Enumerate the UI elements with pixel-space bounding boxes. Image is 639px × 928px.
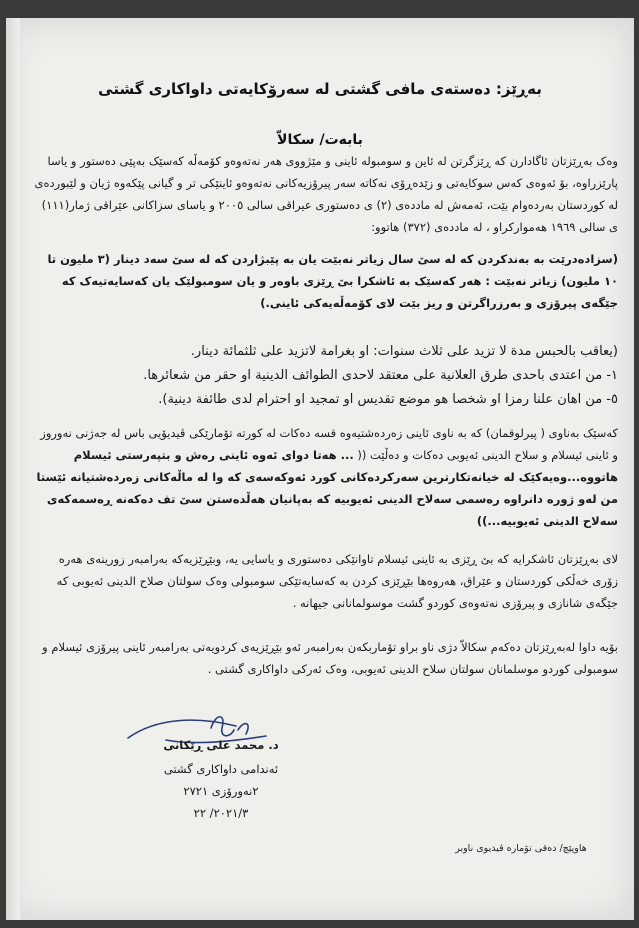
quote-arabic-line-2: ١- من اعتدى باحدى طرق العلانية على معتقد لاحدى الطوائف الدينية او حقر من شعائرها. bbox=[143, 368, 618, 383]
paragraph-intro bbox=[32, 150, 618, 238]
paragraph-2-quote: ... هەتا دوای ئەوە ئاینی رەش و بتپەرستی ئیسلام هاتووە...وەیەکێک لە خیانەتکارترین سەرکردەکانی کورد ئەوکەسەی کە وا لە ماڵەکانی زەردەشتیانە ئێستا من لەو ژورە دانراوە رەسمی سەلاح الدینی ئەیوبیە کە بەپانیان هەڵدەستن سێ تف دەکەنە ڕەسمەکەی سەلاح الدینی ئەیوبیە...)) bbox=[36, 448, 618, 528]
legal-quote-arabic bbox=[32, 340, 618, 412]
document-title: بەڕێز: دەستەی مافی گشتی لە سەرۆکایەتی داواکاری گشتی bbox=[98, 80, 542, 98]
document-page bbox=[6, 18, 634, 920]
date-kurdish: ٢نەورۆزی ٢٧٢١ bbox=[183, 784, 259, 798]
paragraph-3-text: لای بەڕێزتان ئاشکرایە کە بێ ڕێزی بە ئاینی ئیسلام تاوانێکی دەستوری و یاسایی یە، وبێڕێزیەکە بەرامبەر زورینەی هەرە زۆری خەڵکی کوردستان و عێراق، هەروەها بێڕێزی کردن بە کەسایەتێکی سومبولی وەک سولتان صلاح الدینی ئەیوبی کە جێگەی شانازی و پیرۆزی نەتەوەی کوردو گشت موسولمانانی جیهانە . bbox=[56, 552, 618, 610]
quote-arabic-line-3: ٥- من اهان علنا رمزا او شخصا هو موضع تقديس او تمجيد او احترام لدى طائفة دينية). bbox=[158, 392, 618, 407]
quote-kurdish-text: (سزادەدرێت بە بەندکردن کە لە سێ سال زیاتر نەبێت یان بە پێبژاردن کە لە سێ سەد دینار (٣ ملیون تا ١٠ ملیون) زیاتر نەبێت : هەر کەسێک بە ئاشکرا بێ ڕێزی باوەر و یان سومبولێک یان کەسایەتیەک کە جێگەی پیرۆزی و بەرزراگرتن و ریز بێت لای کۆمەڵەیەکی ئاینی.) bbox=[47, 252, 618, 310]
paragraph-2-plain: کەسێک بەناوی ( پیرلوقمان) کە بە ناوی ئاینی زەردەشتیەوە قسە دەکات لە کورتە تۆمارێکی ڤیدیۆیی باس لە جەژنی نەوروز و ئاینی ئیسلام و سلاح الدینی ئەیوبی دەکات و دەڵێت (( bbox=[40, 426, 618, 462]
signer-name: د. محمد علی ڕێکانی bbox=[163, 738, 279, 752]
document-subject: بابەت/ سکالاّ bbox=[277, 132, 363, 148]
page-fold-shadow bbox=[6, 18, 20, 920]
paragraph-statement bbox=[32, 422, 618, 532]
signer-title: ئەندامی داواکاری گشتی bbox=[163, 762, 279, 776]
legal-quote-kurdish bbox=[32, 248, 618, 314]
paragraph-argument bbox=[32, 548, 618, 614]
paragraph-4-text: بۆیە داوا لەبەڕێزتان دەکەم سکالاّ دژی ناو براو تۆماربکەن بەرامبەر ئەو بێڕێزیەی کردویەتی بەرامبەر ئاینی پیرۆزی ئیسلام و سومبولی کوردو موسلمانان سولتان سلاح الدینی ئەیوبی، وەک ئەرکی داواکاری گشتی . bbox=[42, 640, 618, 676]
quote-arabic-line-1: (يعاقب بالحبس مدة لا تزيد على ثلاث سنوات: او بغرامة لاتزيد على ثلثمائة دينار. bbox=[190, 344, 618, 359]
attachment-note: هاوپێچ/ دەقی تۆمارە ڤیدیوی ناوبر bbox=[455, 843, 587, 854]
paragraph-request bbox=[32, 636, 618, 680]
paragraph-1-text: وەک بەڕێزتان ئاگادارن کە ڕێزگرتن لە ئاین و سومبولە ئاینی و مێژووی هەر نەتەوەو کۆمەڵە کەسێک بەپێی دەستور و یاسا پارێزراوە، بۆ ئەوەی کەس سوکایەتی و زێدەڕۆی نەکاتە سەر پیرۆزیەکانی نەتەوەو ئاینێکی تر و گیانی پێکەوە ژیان و لێبوردەی لە کوردستان بەردەوام بێت، ئەمەش لە ماددەی (٢) ی دەستوری عیراقی سالی ٢٠٠٥ و یاسای سزاکانی عێراقی ژمار(١١١) ی سالی ١٩٦٩ هەموارکراو ، لە ماددەی (٣٧٢) هاتوو: bbox=[34, 154, 618, 234]
date-gregorian: ٢٠٢١/٣/ ٢٢ bbox=[193, 806, 249, 820]
